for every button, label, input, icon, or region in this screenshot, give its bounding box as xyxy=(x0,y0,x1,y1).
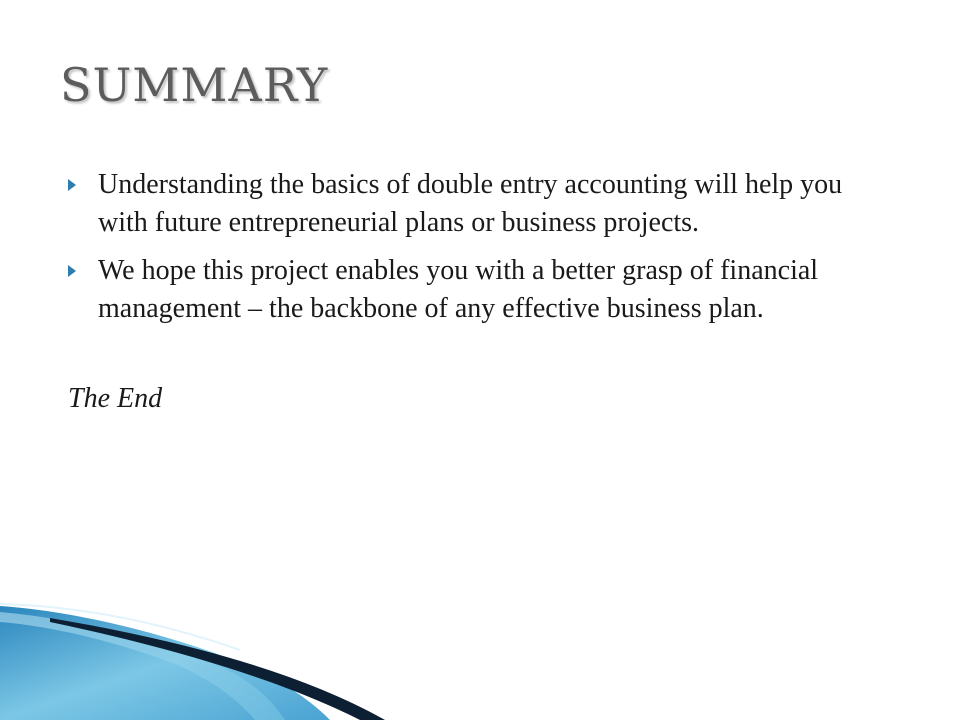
slide-content xyxy=(68,166,878,418)
wave-dark-line xyxy=(50,618,385,720)
bullet-item xyxy=(68,252,878,328)
bullet-text: Understanding the basics of double entry accounting will help you with future entrepreneurial plans or business projects. xyxy=(98,169,843,238)
bullet-item xyxy=(68,166,878,242)
closing-text: The End xyxy=(68,383,163,414)
wave-highlight xyxy=(0,612,285,720)
triangle-bullet-icon xyxy=(68,179,76,191)
bullet-list xyxy=(68,166,878,328)
slide-title: SUMMARY xyxy=(60,58,329,112)
wave-edge xyxy=(0,604,240,650)
bullet-text: We hope this project enables you with a better grasp of financial management – the backbone of any effective business plan. xyxy=(98,255,819,324)
wave-fill xyxy=(0,606,330,720)
triangle-bullet-icon xyxy=(68,265,76,277)
